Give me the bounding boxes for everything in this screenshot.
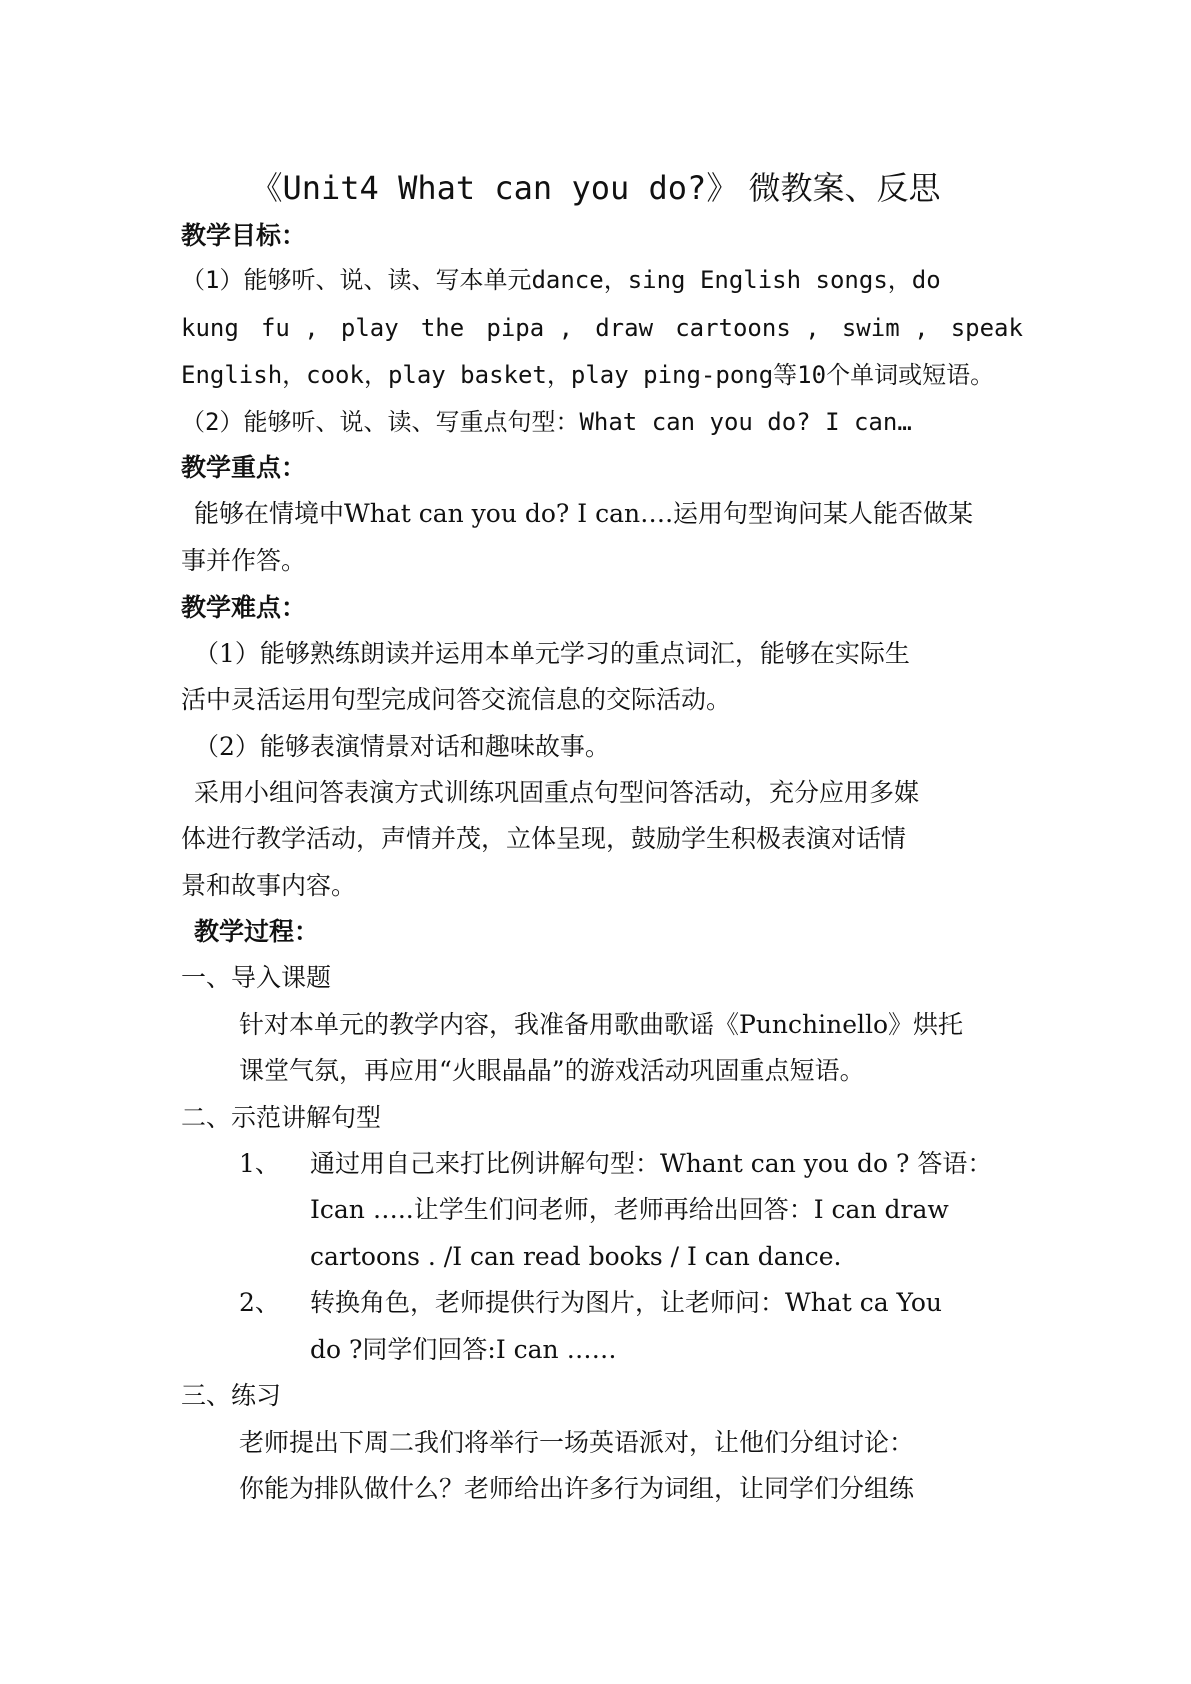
section2-item2-number: 2、 (239, 1288, 280, 1317)
section3-line1: 老师提出下周二我们将举行一场英语派对，让他们分组讨论： (239, 1428, 915, 1457)
title-suffix: 微教案、反思 (738, 169, 941, 207)
difficulties-item2: （2）能够表演情景对话和趣味故事。 (194, 732, 610, 761)
section2-item1-line3: cartoons . /I can read books / I can dance. (310, 1242, 842, 1271)
word: kung (181, 314, 239, 342)
word: speak (950, 314, 1023, 342)
section2-item1-line1: 通过用自己来打比例讲解句型：Whant can you do ? 答语： (310, 1149, 993, 1178)
section2-item1-number: 1、 (239, 1149, 280, 1178)
page-title (0, 168, 1191, 208)
section1-line1: 针对本单元的教学内容，我准备用歌曲歌谣《Punchinello》烘托 (239, 1010, 964, 1039)
difficulties-heading: 教学难点： (181, 593, 307, 622)
title-main: 《Unit4 What can you do?》 (250, 169, 739, 207)
objectives-heading: 教学目标： (181, 221, 307, 250)
section1-title: 一、导入课题 (181, 963, 332, 992)
objectives-item1-line2 (181, 310, 1023, 346)
section2-title: 二、示范讲解句型 (181, 1103, 382, 1132)
key-points-line2: 事并作答。 (181, 546, 307, 575)
method-line1: 采用小组问答表演方式训练巩固重点句型问答活动，充分应用多媒 (194, 778, 920, 807)
section2-item1-line2: Ican …..让学生们问老师，老师再给出回答：I can draw (310, 1195, 949, 1224)
key-points-heading: 教学重点： (181, 453, 307, 482)
section3-title: 三、练习 (181, 1381, 282, 1410)
method-line3: 景和故事内容。 (181, 871, 357, 900)
difficulties-item1-line1: （1）能够熟练朗读并运用本单元学习的重点词汇，能够在实际生 (194, 639, 910, 668)
word: draw (595, 314, 654, 342)
word: the (420, 314, 465, 342)
word: play (340, 314, 399, 342)
objectives-item1-line1: （1）能够听、说、读、写本单元dance，sing English songs，do (181, 266, 941, 294)
word: swim , (841, 314, 929, 342)
section3-line2: 你能为排队做什么？老师给出许多行为词组，让同学们分组练 (239, 1474, 915, 1503)
word: fu , (260, 314, 319, 342)
method-line2: 体进行教学活动，声情并茂，立体呈现，鼓励学生积极表演对话情 (181, 824, 907, 853)
section2-item2-line1: 转换角色，老师提供行为图片，让老师问：What ca You (310, 1288, 943, 1317)
objectives-item1-line3: English，cook，play basket，play ping-pong等10个单词或短语。 (181, 361, 995, 389)
word: pipa , (486, 314, 574, 342)
section2-item2-line2: do ?同学们回答:I can …… (310, 1335, 617, 1364)
key-points-line1: 能够在情境中What can you do? I can….运用句型询问某人能否做某 (194, 499, 974, 528)
word: cartoons , (675, 314, 820, 342)
difficulties-item1-line2: 活中灵活运用句型完成问答交流信息的交际活动。 (181, 685, 732, 714)
objectives-item2: （2）能够听、说、读、写重点句型：What can you do? I can… (181, 408, 912, 436)
process-heading: 教学过程： (194, 917, 320, 946)
section1-line2: 课堂气氛，再应用“火眼晶晶”的游戏活动巩固重点短语。 (239, 1056, 865, 1085)
